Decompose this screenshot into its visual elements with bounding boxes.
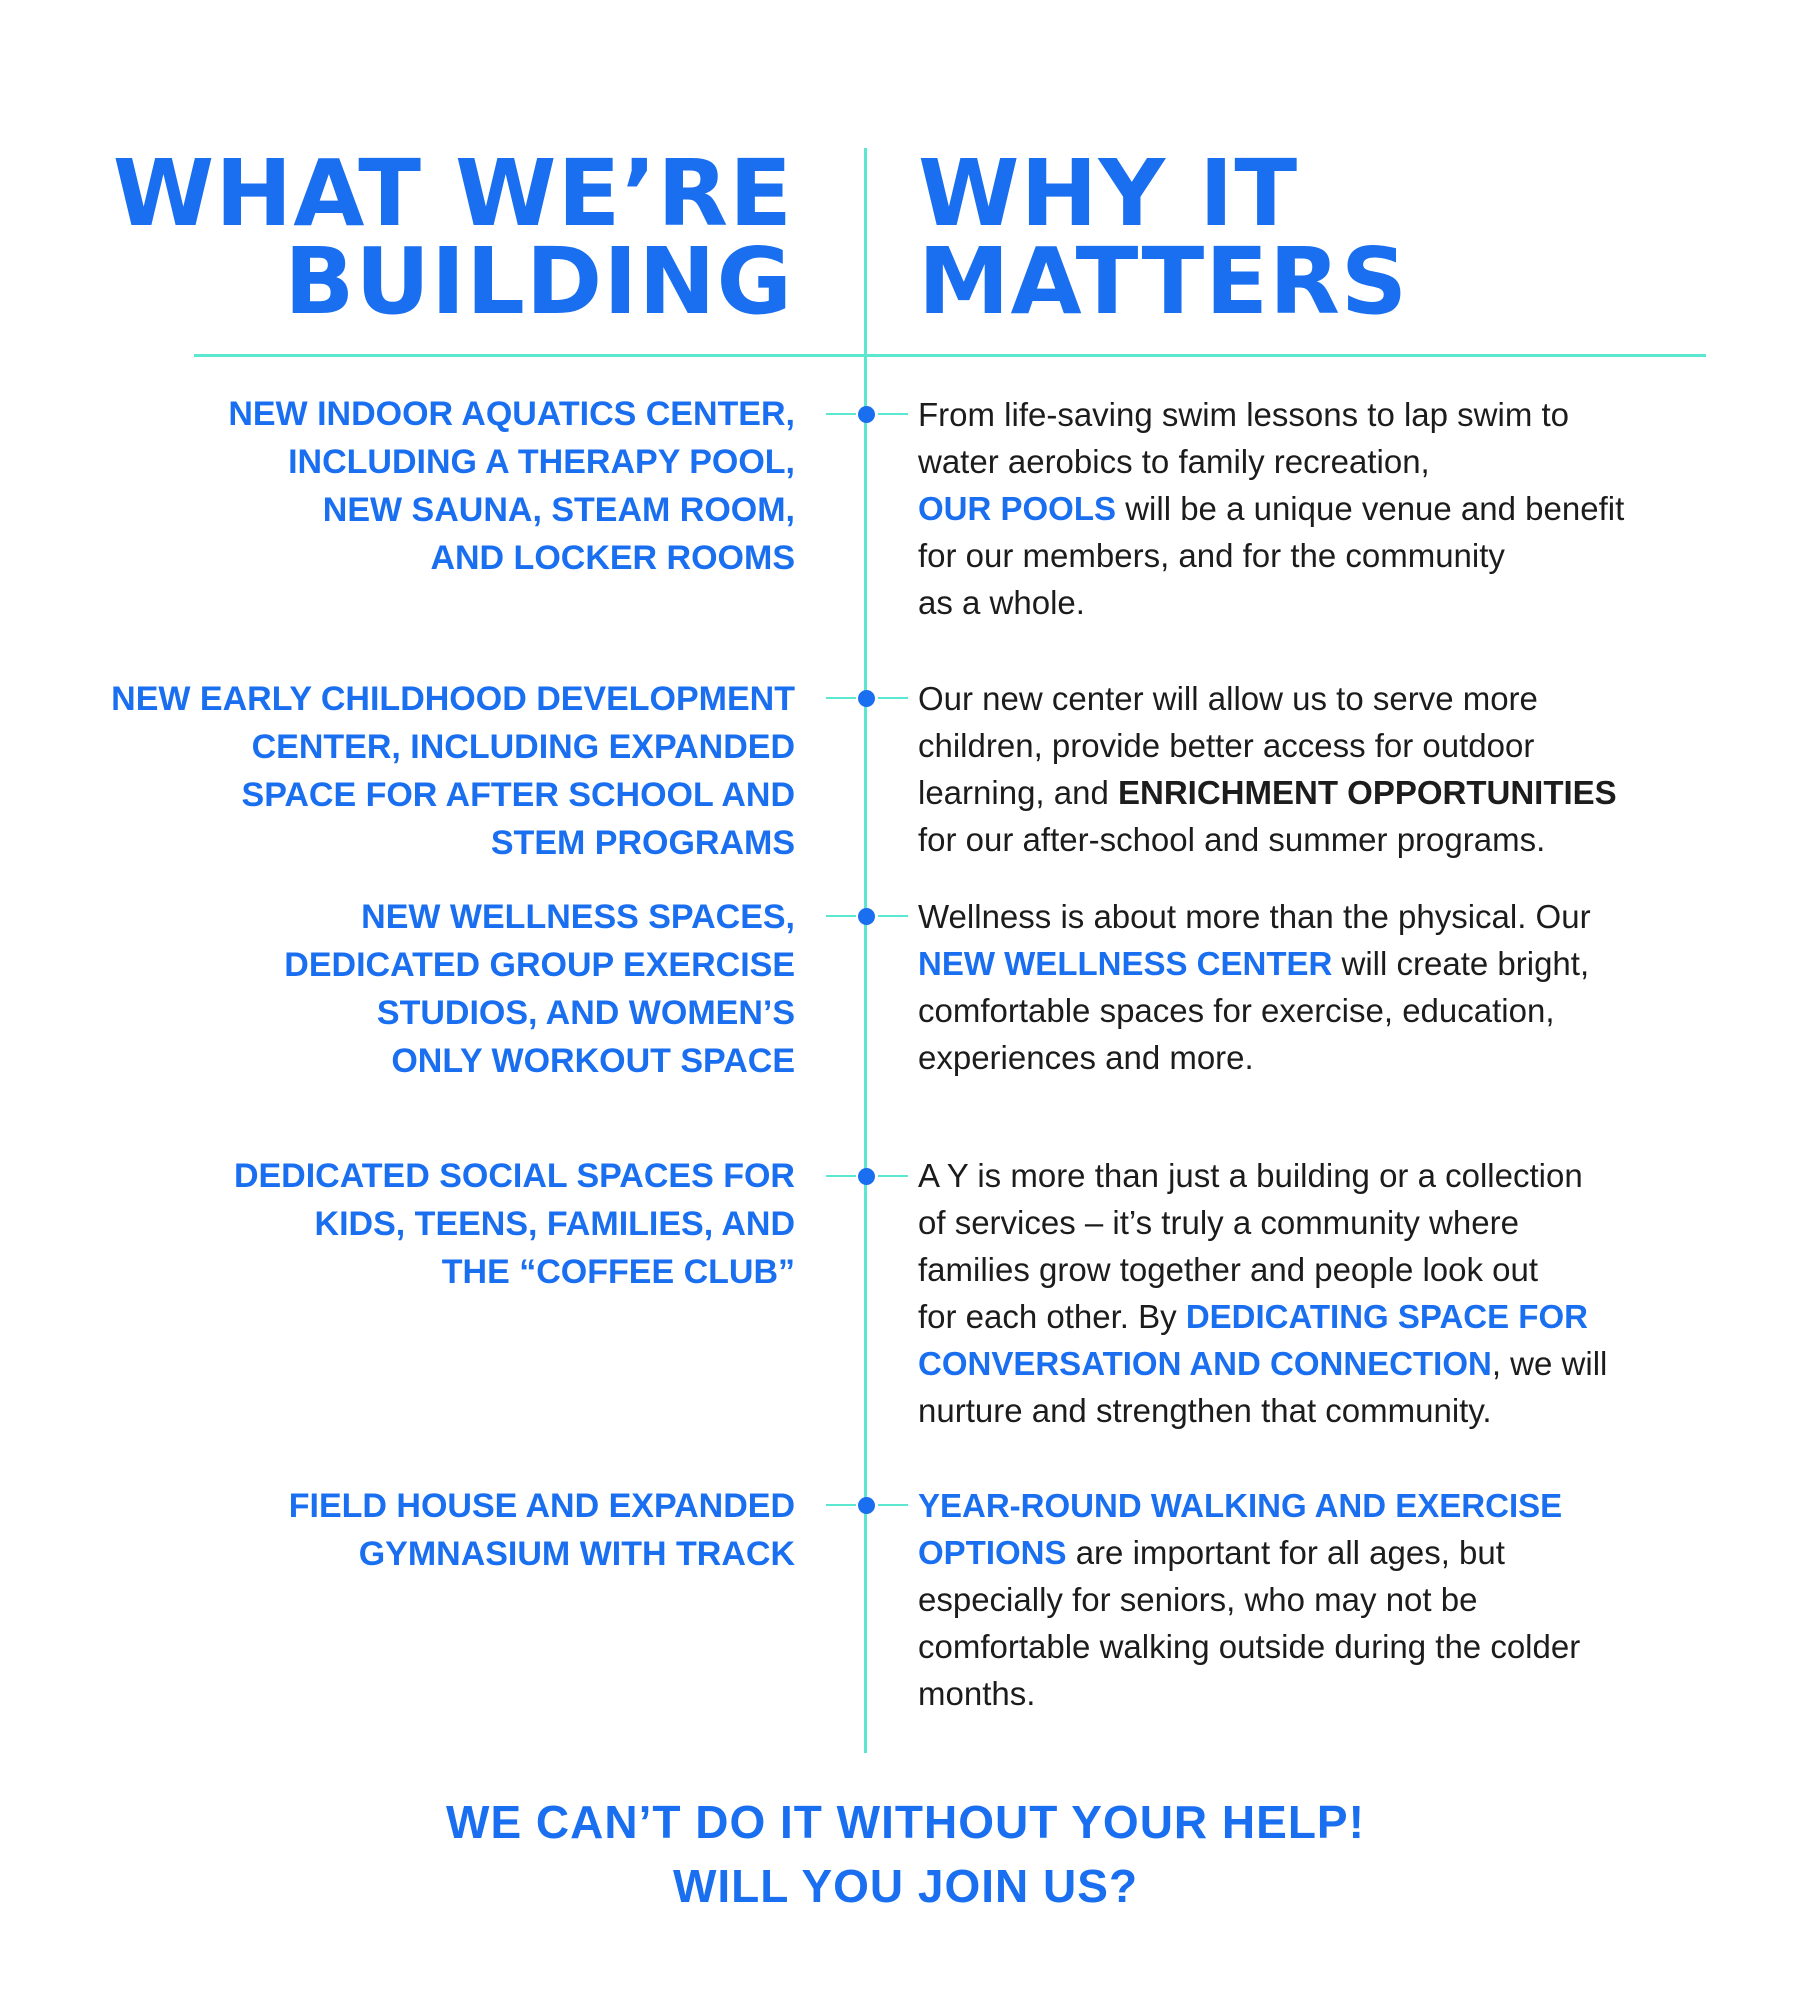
call-to-action xyxy=(0,1790,1811,1918)
why-item-line xyxy=(918,940,1591,987)
emphasis-text: ENRICHMENT OPPORTUNITIES xyxy=(1117,774,1617,811)
why-item-line xyxy=(918,769,1617,816)
building-item-line: KIDS, TEENS, FAMILIES, AND xyxy=(314,1205,795,1243)
connector-line xyxy=(826,1175,856,1177)
building-item-line: NEW EARLY CHILDHOOD DEVELOPMENT xyxy=(111,680,795,718)
building-item-early-childhood xyxy=(111,675,795,867)
connector-line xyxy=(878,697,908,699)
timeline-dot-icon xyxy=(858,406,875,423)
building-item-line: CENTER, INCLUDING EXPANDED xyxy=(251,728,795,766)
body-text: learning, and xyxy=(918,774,1118,811)
body-text: of services – it’s truly a community where xyxy=(918,1204,1519,1241)
connector-line xyxy=(878,1504,908,1506)
timeline-marker xyxy=(826,908,908,924)
why-item-line xyxy=(918,485,1624,532)
connector-line xyxy=(878,915,908,917)
why-item-line xyxy=(918,1034,1591,1081)
building-item-line: ONLY WORKOUT SPACE xyxy=(391,1042,795,1080)
body-text: months. xyxy=(918,1675,1036,1712)
timeline-marker xyxy=(826,1168,908,1184)
why-item-line xyxy=(918,893,1591,940)
body-text: nurture and strengthen that community. xyxy=(918,1392,1492,1429)
why-item-line xyxy=(918,1623,1580,1670)
heading-line: BUILDING xyxy=(284,228,793,335)
emphasis-text: CONVERSATION AND CONNECTION xyxy=(918,1345,1492,1382)
building-item-line: AND LOCKER ROOMS xyxy=(430,539,795,577)
body-text: children, provide better access for outdoor xyxy=(918,727,1535,764)
body-text: for each other. By xyxy=(918,1298,1186,1335)
connector-line xyxy=(826,915,856,917)
timeline-dot-icon xyxy=(858,690,875,707)
heading-line: MATTERS xyxy=(918,228,1409,335)
building-item-field-house xyxy=(289,1482,795,1578)
body-text: Our new center will allow us to serve more xyxy=(918,680,1538,717)
building-item-line: DEDICATED GROUP EXERCISE xyxy=(284,946,795,984)
body-text: as a whole. xyxy=(918,584,1085,621)
why-item-early-childhood xyxy=(918,675,1617,863)
timeline-dot-icon xyxy=(858,908,875,925)
body-text: , we will xyxy=(1491,1345,1608,1382)
emphasis-text: OPTIONS xyxy=(918,1534,1067,1571)
why-item-wellness xyxy=(918,893,1591,1081)
why-item-line xyxy=(918,1529,1580,1576)
timeline-marker xyxy=(826,690,908,706)
why-item-line xyxy=(918,1482,1580,1529)
building-item-line: INCLUDING A THERAPY POOL, xyxy=(288,443,795,481)
timeline-dot-icon xyxy=(858,1168,875,1185)
why-item-line xyxy=(918,579,1624,626)
timeline-marker xyxy=(826,406,908,422)
why-item-line xyxy=(918,391,1624,438)
why-item-line xyxy=(918,1246,1607,1293)
why-item-line xyxy=(918,722,1617,769)
why-item-line xyxy=(918,1387,1607,1434)
body-text: comfortable spaces for exercise, education, xyxy=(918,992,1555,1029)
why-item-line xyxy=(918,1670,1580,1717)
connector-line xyxy=(826,1504,856,1506)
why-item-line xyxy=(918,1576,1580,1623)
connector-line xyxy=(878,413,908,415)
heading-what-were-building xyxy=(112,140,793,335)
connector-line xyxy=(826,413,856,415)
body-text: families grow together and people look out xyxy=(918,1251,1539,1288)
call-to-action-line: WILL YOU JOIN US? xyxy=(672,1860,1139,1912)
why-item-line xyxy=(918,987,1591,1034)
building-item-line: GYMNASIUM WITH TRACK xyxy=(358,1535,795,1573)
building-item-line: SPACE FOR AFTER SCHOOL AND xyxy=(241,776,795,814)
body-text: are important for all ages, but xyxy=(1066,1534,1505,1571)
body-text: will be a unique venue and benefit xyxy=(1116,490,1625,527)
why-item-line xyxy=(918,1293,1607,1340)
building-item-line: NEW WELLNESS SPACES, xyxy=(361,898,795,936)
body-text: for our after-school and summer programs. xyxy=(918,821,1546,858)
building-item-line: FIELD HOUSE AND EXPANDED xyxy=(288,1487,795,1525)
why-item-aquatics xyxy=(918,391,1624,626)
building-item-line: NEW INDOOR AQUATICS CENTER, xyxy=(228,395,795,433)
heading-why-it-matters xyxy=(918,140,1409,335)
why-item-line xyxy=(918,438,1624,485)
connector-line xyxy=(878,1175,908,1177)
why-item-social-spaces xyxy=(918,1152,1607,1434)
why-item-line xyxy=(918,1152,1607,1199)
header-divider-line xyxy=(194,354,1706,357)
body-text: water aerobics to family recreation, xyxy=(918,443,1430,480)
body-text: comfortable walking outside during the colder xyxy=(918,1628,1581,1665)
why-item-line xyxy=(918,1340,1607,1387)
building-item-line: NEW SAUNA, STEAM ROOM, xyxy=(322,491,795,529)
body-text: A Y is more than just a building or a collection xyxy=(918,1157,1583,1194)
body-text: for our members, and for the community xyxy=(918,537,1505,574)
building-item-line: STUDIOS, AND WOMEN’S xyxy=(376,994,795,1032)
building-item-line: THE “COFFEE CLUB” xyxy=(441,1253,795,1291)
body-text: especially for seniors, who may not be xyxy=(918,1581,1478,1618)
building-item-social-spaces xyxy=(234,1152,795,1296)
building-item-line: DEDICATED SOCIAL SPACES FOR xyxy=(233,1157,795,1195)
timeline-marker xyxy=(826,1497,908,1513)
timeline-dot-icon xyxy=(858,1497,875,1514)
emphasis-text: DEDICATING SPACE FOR xyxy=(1185,1298,1588,1335)
body-text: experiences and more. xyxy=(918,1039,1254,1076)
call-to-action-line: WE CAN’T DO IT WITHOUT YOUR HELP! xyxy=(446,1796,1365,1848)
heading-line: WHY IT xyxy=(918,140,1299,247)
body-text: will create bright, xyxy=(1332,945,1590,982)
heading-line: WHAT WE’RE xyxy=(112,140,793,247)
why-item-field-house xyxy=(918,1482,1580,1717)
emphasis-text: YEAR-ROUND WALKING AND EXERCISE xyxy=(918,1487,1563,1524)
building-item-aquatics xyxy=(228,390,795,582)
why-item-line xyxy=(918,675,1617,722)
why-item-line xyxy=(918,532,1624,579)
emphasis-text: OUR POOLS xyxy=(918,490,1117,527)
body-text: Wellness is about more than the physical. Our xyxy=(918,898,1591,935)
building-item-line: STEM PROGRAMS xyxy=(490,824,795,862)
building-item-wellness xyxy=(284,893,795,1085)
why-item-line xyxy=(918,816,1617,863)
connector-line xyxy=(826,697,856,699)
emphasis-text: NEW WELLNESS CENTER xyxy=(918,945,1333,982)
body-text: From life-saving swim lessons to lap swim to xyxy=(918,396,1570,433)
why-item-line xyxy=(918,1199,1607,1246)
